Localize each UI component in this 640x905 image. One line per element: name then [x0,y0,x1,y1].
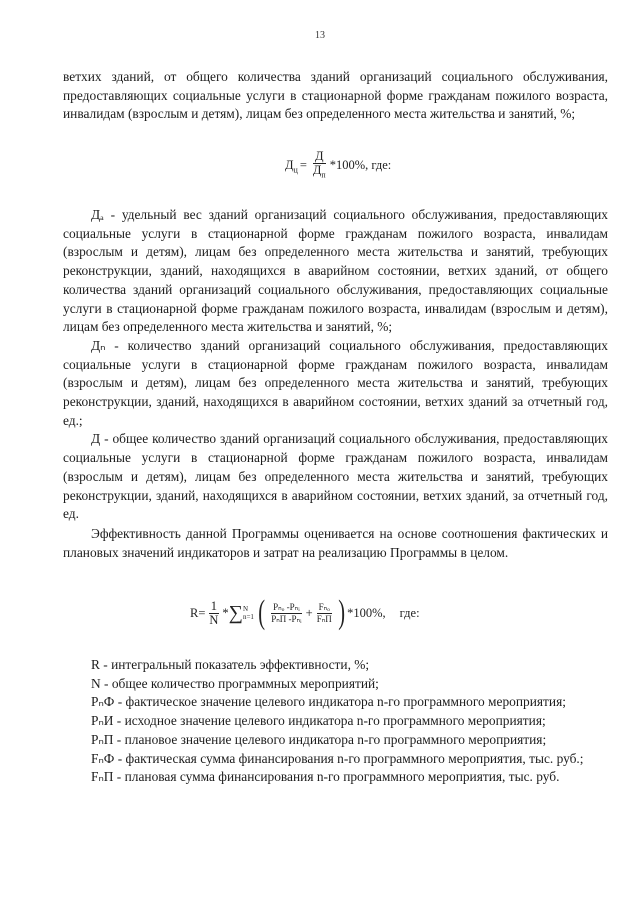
paragraph: Дₐ - удельный вес зданий организаций социального обслуживания, предоставляющих социальные услуги в стационарной форме гражданам пожилого возраста, инвалидам (взрослым и детям), лицам без определенного места жительства и занятий, требующих реконструкции, зданий, находящихся в аварийном состоянии, ветхих зданий, от общего количества зданий организаций социального обслуживания, предоставляющих социальные услуги в стационарной форме гражданам пожилого возраста, инвалидам (взрослым и детям), лицам без определенного места жительства и занятий, %; [63,207,608,335]
paragraph-block-2 [63,206,608,524]
formula-lhs: R= [190,605,206,620]
fraction-denominator: $Д_п$ [312,163,326,180]
paragraph-block-1 [63,68,608,124]
formula-lhs: $Д_ц$ [285,157,298,174]
formula-share [285,150,391,182]
definition-p-fact: PₙФ - фактическое значение целевого индикатора n-го программного мероприятия; [91,694,566,710]
definition-p-plan: PₙП - плановое значение целевого индикатора n-го программного мероприятия; [91,731,547,747]
formula-fraction-finance: $\frac{\text{Fₙₒ}}{\text{FₙП}}$ [316,601,332,624]
definition-r: R - интегральный показатель эффективности, %; [91,657,370,672]
formula-efficiency [190,596,420,630]
formula-times: * [222,605,229,620]
formula-fraction [311,150,328,182]
formula-rest: *100%, [347,605,386,620]
formula-plus: + [305,605,313,620]
definition-f-fact: FₙФ - фактическая сумма финансирования n-го программного мероприятия, тыс. руб.; [91,750,584,766]
page-number: 13 [315,30,325,41]
paragraph: ветхих зданий, от общего количества зданий организаций социального обслуживания, предоставляющих социальные услуги в стационарной форме гражданам пожилого возраста, инвалидам (взрослым и детям), лицам без определенного места жительства и занятий, %; [63,69,608,122]
definition-n: N - общее количество программных мероприятий; [91,675,379,691]
formula-fraction-indicator: $\frac{\text{Pₙₒ -Pₙᵢ}}{\text{PₙП -Pₙᵢ}}$ [271,601,302,624]
paragraph-block-3 [63,525,608,562]
paragraph-block-4 [63,656,608,787]
paragraph: Эффективность данной Программы оценивается на основе соотношения фактических и плановых значений индикаторов и затрат на реализацию Программы в целом. [63,526,608,560]
fraction-numerator: Д [315,149,324,163]
left-paren-icon: ( [258,594,265,631]
definition-f-plan: FₙП - плановая сумма финансирования n-го программного мероприятия, тыс. руб. [91,769,560,785]
formula-eq: = [299,158,307,173]
formula-fraction-1-over-n: $\frac{1}{N}$ [209,598,219,627]
sum-limits: N n=1 [242,605,254,621]
paragraph: Д - общее количество зданий организаций социального обслуживания, предоставляющих социальные услуги в стационарной форме гражданам пожилого возраста, инвалидам (взрослым и детям), лицам без определенного места жительства и занятий, требующих реконструкции, зданий, находящихся в аварийном состоянии, ветхих зданий, за отчетный год, ед. [63,431,608,522]
sum-icon: ∑ [228,601,243,624]
paragraph: Дₙ - количество зданий организаций социального обслуживания, предоставляющих социальные услуги в стационарной форме гражданам пожилого возраста, инвалидам (взрослым и детям), лицам без определенного места жительства и занятий, требующих реконструкции, зданий, находящихся в аварийном состоянии, ветхих зданий за отчетный год, ед.; [63,337,608,428]
formula-where: где: [399,605,420,620]
formula-rest: *100%, где: [329,158,392,173]
definition-p-init: PₙИ - исходное значение целевого индикатора n-го программного мероприятия; [91,713,546,729]
right-paren-icon: ) [338,594,345,631]
